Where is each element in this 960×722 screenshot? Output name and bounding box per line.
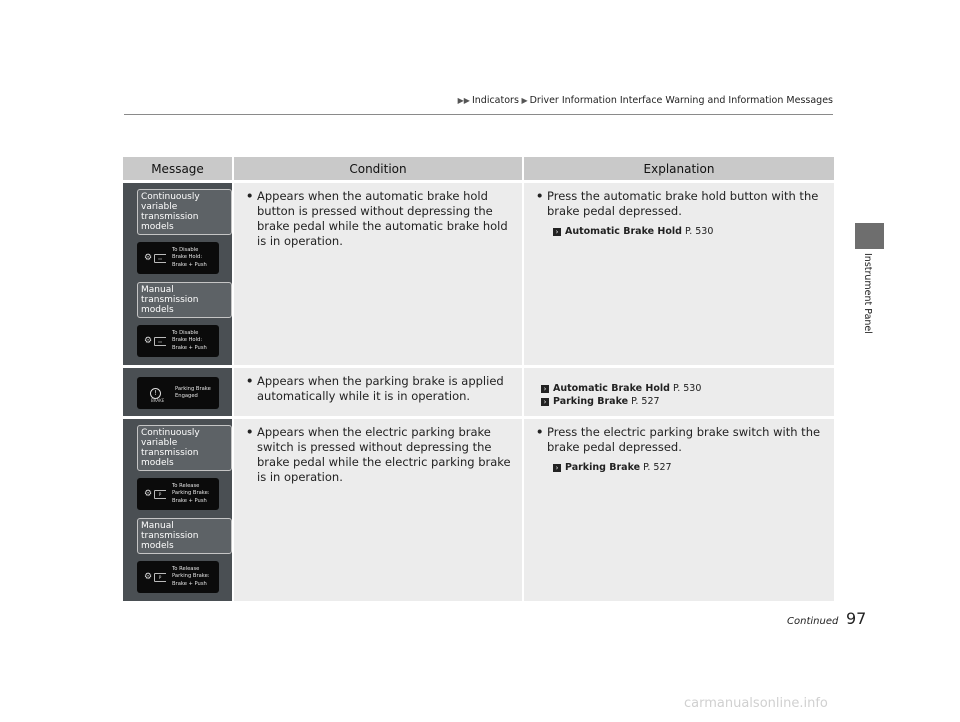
header-explanation: Explanation xyxy=(523,157,834,182)
message-cell xyxy=(123,367,233,418)
manual-models-label: Manual transmission models xyxy=(137,518,232,554)
page-number: 97 xyxy=(846,609,867,628)
cvt-models-label: Continuously variable transmission models xyxy=(137,425,232,471)
brake-icon-label: BRAKE xyxy=(151,398,165,403)
brake-hold-icon: ⚙ ▭ xyxy=(144,336,166,346)
table-header-row xyxy=(123,157,834,182)
display-screen xyxy=(137,561,219,593)
header-condition: Condition xyxy=(233,157,523,182)
brake-warning-icon: ! xyxy=(150,388,161,399)
cross-reference-link[interactable]: › Automatic Brake Hold P. 530 xyxy=(553,225,824,238)
condition-text: Appears when the automatic brake hold button is pressed without depressing the brake pedal while the automatic brake hold is in operation. xyxy=(257,189,508,248)
screen-text: To Release Parking Brake: Brake + Push xyxy=(172,482,210,504)
triangle-icon: ▶ xyxy=(518,96,528,105)
table-row xyxy=(123,418,834,602)
display-screen xyxy=(137,478,219,510)
cross-reference-link[interactable]: › Parking Brake P. 527 xyxy=(541,395,824,408)
cross-reference-link[interactable]: › Automatic Brake Hold P. 530 xyxy=(541,382,824,395)
breadcrumb-part-2[interactable]: Driver Information Interface Warning and Information Messages xyxy=(529,95,833,106)
condition-cell xyxy=(233,182,523,367)
header-rule xyxy=(124,114,833,115)
display-screen xyxy=(137,242,219,274)
breadcrumb xyxy=(0,95,833,106)
explanation-cell xyxy=(523,182,834,367)
explanation-text: Press the automatic brake hold button with the brake pedal depressed. xyxy=(547,189,819,218)
watermark: carmanualsonline.info xyxy=(684,696,828,711)
screen-text: Parking Brake Engaged xyxy=(175,385,211,399)
explanation-cell xyxy=(523,418,834,602)
message-cell xyxy=(123,182,233,367)
reference-arrow-icon: › xyxy=(541,385,549,393)
breadcrumb-part-1[interactable]: Indicators xyxy=(471,95,519,106)
condition-cell xyxy=(233,367,523,418)
header-message: Message xyxy=(123,157,233,182)
bullet-icon: • xyxy=(536,189,544,203)
manual-models-label: Manual transmission models xyxy=(137,282,232,318)
cross-reference-link[interactable]: › Parking Brake P. 527 xyxy=(553,461,824,474)
display-screen xyxy=(137,377,219,409)
condition-cell xyxy=(233,418,523,602)
reference-arrow-icon: › xyxy=(553,228,561,236)
cvt-models-label: Continuously variable transmission models xyxy=(137,189,232,235)
section-tab xyxy=(855,223,884,249)
screen-text: To Release Parking Brake: Brake + Push xyxy=(172,565,210,587)
condition-text: Appears when the electric parking brake switch is pressed without depressing the brake pedal while the electric parking brake is in operation. xyxy=(257,425,511,484)
table-row xyxy=(123,367,834,418)
triangle-icon: ▶▶ xyxy=(457,96,470,105)
display-screen xyxy=(137,325,219,357)
message-table xyxy=(123,157,834,601)
parking-brake-switch-icon: ⚙ P xyxy=(144,489,166,499)
parking-brake-switch-icon: ⚙ P xyxy=(144,572,166,582)
table-row xyxy=(123,182,834,367)
message-cell xyxy=(123,418,233,602)
condition-text: Appears when the parking brake is applied automatically while it is in operation. xyxy=(257,374,504,403)
explanation-cell xyxy=(523,367,834,418)
continued-label: Continued xyxy=(787,616,839,627)
bullet-icon: • xyxy=(246,425,254,439)
brake-hold-icon: ⚙ ▭ xyxy=(144,253,166,263)
bullet-icon: • xyxy=(246,189,254,203)
reference-arrow-icon: › xyxy=(553,464,561,472)
bullet-icon: • xyxy=(246,374,254,388)
reference-arrow-icon: › xyxy=(541,398,549,406)
section-label: Instrument Panel xyxy=(862,253,873,334)
screen-text: To Disable Brake Hold: Brake + Push xyxy=(172,246,207,268)
bullet-icon: • xyxy=(536,425,544,439)
screen-text: To Disable Brake Hold: Brake + Push xyxy=(172,329,207,351)
explanation-text: Press the electric parking brake switch with the brake pedal depressed. xyxy=(547,425,821,454)
